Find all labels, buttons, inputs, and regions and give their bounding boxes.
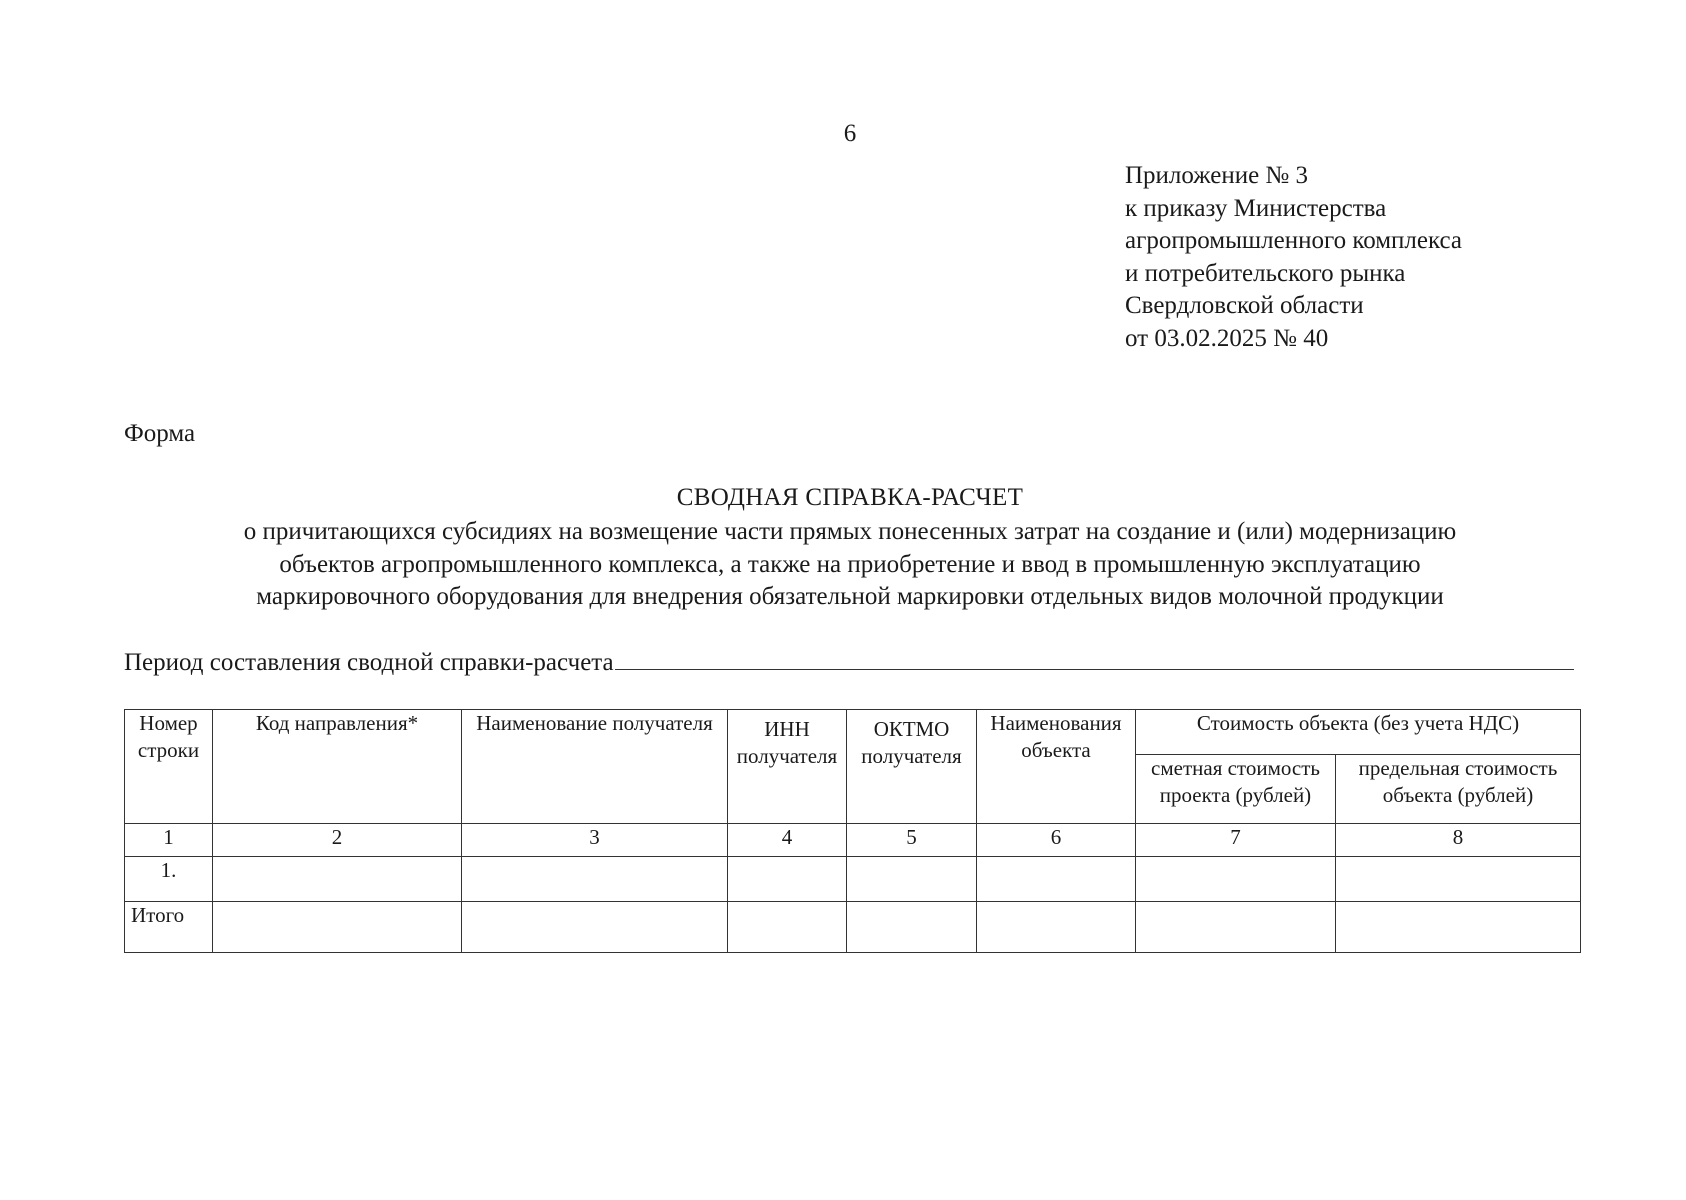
table-cell[interactable] [462, 857, 728, 902]
appendix-line: от 03.02.2025 № 40 [1125, 324, 1329, 352]
subtitle-line: маркировочного оборудования для внедрения обязательной маркировки отдельных видов молочной продукции [256, 583, 1444, 610]
appendix-line: и потребительского рынка [1125, 259, 1406, 287]
appendix-line: к приказу Министерства [1125, 194, 1387, 222]
header-max-cost: предельная стоимость объекта (рублей) [1336, 755, 1581, 824]
table-row [125, 857, 1581, 902]
table-cell[interactable] [1336, 902, 1581, 953]
table-cell[interactable] [1336, 857, 1581, 902]
header-inn: ИНН получателя [728, 710, 847, 824]
table-cell[interactable] [728, 902, 847, 953]
summary-table [124, 709, 1581, 953]
table-cell[interactable] [977, 857, 1136, 902]
header-object-name: Наименования объекта [977, 710, 1136, 824]
table-cell[interactable] [1136, 857, 1336, 902]
column-number: 6 [977, 824, 1136, 857]
table-cell[interactable] [728, 857, 847, 902]
table-cell[interactable] [977, 902, 1136, 953]
header-recipient-name: Наименование получателя [462, 710, 728, 824]
header-direction-code: Код направления* [213, 710, 462, 824]
column-number: 7 [1136, 824, 1336, 857]
page-number: 6 [843, 120, 857, 147]
appendix-line: Свердловской области [1125, 292, 1364, 319]
form-label: Форма [124, 420, 196, 447]
document-title: СВОДНАЯ СПРАВКА-РАСЧЕТ [676, 484, 1024, 511]
row-label: 1. [125, 857, 213, 902]
column-number: 5 [847, 824, 977, 857]
table-cell[interactable] [462, 902, 728, 953]
period-input-line[interactable] [615, 647, 1574, 670]
total-row [125, 902, 1581, 953]
header-row-number: Номер строки [125, 710, 213, 824]
period-label: Период составления сводной справки-расчета [124, 649, 614, 676]
table-cell[interactable] [1136, 902, 1336, 953]
appendix-line: Приложение № 3 [1125, 162, 1309, 189]
appendix-block [1125, 160, 1462, 355]
header-oktmo: ОКТМО получателя [847, 710, 977, 824]
table-cell[interactable] [213, 857, 462, 902]
total-label: Итого [125, 902, 213, 953]
header-estimated-cost: сметная стоимость проекта (рублей) [1136, 755, 1336, 824]
document-subtitle [150, 516, 1550, 614]
column-number: 1 [125, 824, 213, 857]
table-cell[interactable] [213, 902, 462, 953]
column-number: 4 [728, 824, 847, 857]
subtitle-line: объектов агропромышленного комплекса, а также на приобретение и ввод в промышленную эксплуатацию [279, 550, 1421, 578]
period-field [124, 647, 1574, 677]
header-cost-group: Стоимость объекта (без учета НДС) [1136, 710, 1581, 755]
appendix-line: агропромышленного комплекса [1125, 227, 1463, 254]
column-number: 3 [462, 824, 728, 857]
table-cell[interactable] [847, 902, 977, 953]
subtitle-line: о причитающихся субсидиях на возмещение части прямых понесенных затрат на создание и (или) модернизацию [243, 518, 1457, 545]
column-number: 8 [1336, 824, 1581, 857]
table-cell[interactable] [847, 857, 977, 902]
column-number: 2 [213, 824, 462, 857]
